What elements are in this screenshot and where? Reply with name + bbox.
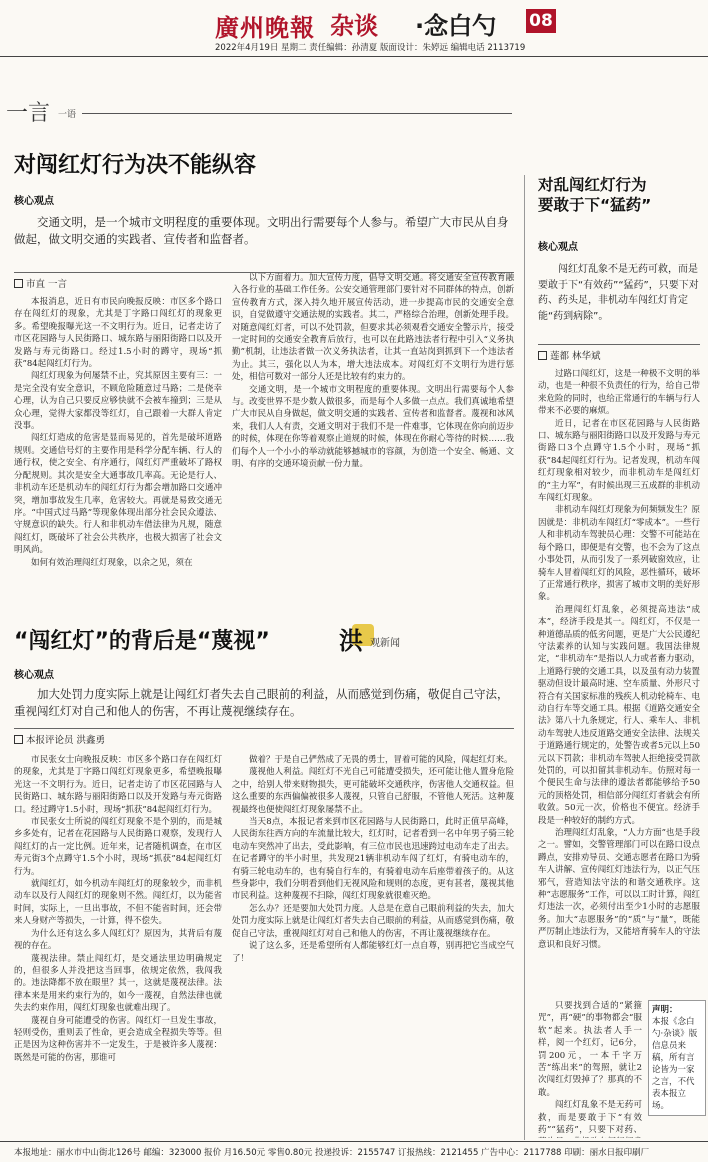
article1-paragraph: 交通文明，是一个城市文明程度的重要体现。文明出行需要每个人参与。改变世界不是少数人做很多，而是每个人多做一点点。我们真诚地希望广大市民从自身做起，做文明交通的实践者、宣传者和监督者。蔑视和冰风来，我们人人有责，交通文明对于我们不是一件难事，它体现在你向前迈步的时候，体现在你等着观察止道规的时候，体现在你耐心等待的时候……我们每个人一个小小的举动就能够撼城市的容颜，为创造一个安全、畅通、文明、有序的交通环境贡献一份力量。 bbox=[232, 384, 514, 470]
footer-info: 本报地址：丽水市中山街北126号 邮编：323000 报价 月16.50元 零售0.80元 投递投诉：2155747 订报热线：2121455 广告中心：2117788 印刷：丽水日报印刷厂 bbox=[14, 1148, 650, 1158]
page-number: 08 bbox=[526, 9, 556, 33]
article2-core-label: 核心观点 bbox=[14, 670, 54, 681]
article1-paragraph: 以下方面着力。加大宣传力度，倡导文明交通。将交通安全宣传教育融入各行业的基础工作任务。公安交通管理部门要针对不同群体的特点，创新宣传教育方式，深入持久地开展宣传活动，进一步提高市民的交通安全意识，自觉做遵守交通法规的实践者。其二，严格综合治理，创新处理手段。对随意闯红灯者，可以不处罚款，但要求其必须观看交通安全警示片，接受一定时间的交通安全教育后放行，也可以在此路违法者行程中引入“义务执勤”机制，让违法者做一次义务执法者，让其一直站岗到抓到下一个违法者为止。其三，强化以人为本，增大违法成本。对闯红灯不文明行为进行惩处，相信可数对一部分人还是比较有约束力的。 bbox=[232, 273, 514, 383]
article2-paragraph: 蔑视他人利益。闯红灯不光自己可能遭受损失，还可能让他人置身危险之中，给别人带来财物损失，更可能破坏交通秩序，伤害他人交通权益。但这么重要的东西偏偏被很多人蔑视，只管自己舒服，不管他人死活。这种蔑视最终也便使闯红灯现象屡禁不止。 bbox=[232, 767, 514, 815]
article3-title bbox=[538, 175, 651, 215]
article3-body bbox=[538, 368, 700, 994]
article2-byline-text: 本报评论员 洪鑫勇 bbox=[26, 735, 106, 746]
article3-byline-rule bbox=[538, 344, 700, 345]
article2-paragraph: 蔑视自身可能遭受的伤害。闯红灯一旦发生事故，轻则受伤，重则丢了性命，更会造成全程损失等等。但正是因为这种伤害并不一定发生，于是被许多人蔑视：既然是可能的伤害，那谁可 bbox=[14, 1015, 222, 1063]
article2-column2 bbox=[232, 754, 514, 1138]
article2-paragraph: 说了这么多，还是希望所有人都能够红灯一点自尊，别再把它当成空气了！ bbox=[232, 941, 514, 964]
article1-core-label: 核心观点 bbox=[14, 196, 54, 207]
article3-title-line2: 要敢于下“猛药” bbox=[538, 196, 652, 214]
footer-rule bbox=[0, 1141, 708, 1142]
article2-tag bbox=[339, 621, 363, 656]
article1-byline bbox=[14, 276, 67, 290]
article3-paragraph: 非机动车闯红灯现象为何频频发生？原因就是：非机动车闯红灯“零成本”。一些行人和非机动车驾驶员心理：交警不可能站在每个路口，即便是有交警，也不会为了这点小事处罚，从而引发了一系列破窗效应，让骑车人冒着闯红灯的风险，恶性循环，破坏了正常通行秩序，损害了城市文明的美好形象。 bbox=[538, 505, 700, 603]
article2-byline-rule bbox=[14, 728, 514, 729]
article2-byline bbox=[14, 732, 105, 746]
article2-paragraph: 为什么还有这么多人闯红灯？原因为，其背后有蔑视的存在。 bbox=[14, 928, 222, 952]
article2-paragraph: 市民张女士向晚报反映：市区多个路口存在闯红灯的现象，尤其是丁字路口闯红灯现象更多，希望晚报曝光这一不文明行为。近日，记者走访了市区花园路与人民街路口、城东路与丽阳街路口以及开发路与寿元街路口。经过蹲守1.5小时，现场“抓获”84起闯红灯行为。 bbox=[14, 755, 222, 815]
article2-core-text: 加大处罚力度实际上就是让闯红灯者失去自己眼前的利益，从而感觉到伤痛，敬促自己守法，重视闯红灯对自己和他人的伤害，不再让蔑视继续存在。 bbox=[14, 687, 509, 718]
masthead bbox=[0, 0, 708, 60]
issue-info: 2022年4月19日 星期二 责任编辑：孙清夏 版面设计：朱婷远 编辑电话 2113719 bbox=[215, 43, 526, 53]
column-separator bbox=[524, 175, 525, 1140]
article3-core-label: 核心观点 bbox=[538, 242, 578, 253]
article2-paragraph: 就闯红灯，如今机动车闯红灯的现象较少，而非机动车以及行人闯红灯的现象则不然。闯红灯，以为能省时间，实际上，一旦出事故，不但不能省时间，还会带来人身财产等损失，一计算，得不偿失。 bbox=[14, 879, 222, 927]
article1-paragraph: 闯红灯现象为何屡禁不止，究其原因主要有三：一是完全没有安全意识，不顾危险随意过马路；二是侥幸心理，认为自己只要反应够快就不会被车撞到；三是从众心理，觉得大家都没等红灯，自己跟着一大群人肯定没事。 bbox=[14, 371, 222, 432]
column-name: ·念白勺 bbox=[415, 12, 497, 40]
article3-title-line1: 对乱闯红灯行为 bbox=[538, 176, 647, 194]
article2-paragraph: 做着？于是自己俨然成了无畏的勇士，冒着可能的风险，闯起红灯来。 bbox=[249, 755, 513, 765]
article3-paragraph: 闯红灯乱象不是无药可救，而是要敢于下“有效药”“猛药”，只要下对药、 bbox=[538, 1100, 642, 1136]
article1-paragraph: 如何有效治理闯红灯现象，以余之见，须在 bbox=[31, 557, 193, 568]
article3-paragraph: 治理闯红灯乱象，“人力方面”也是手段之一。譬如，交警管理部门可以在路口设点蹲点，安排劝导员、交通志愿者在路口为骑车人讲解、宣传闯红灯违法行为，以正气压邪气，营造知法守法的和谐交通秩序。这种“志愿服务”工作，可以以工时计算，闯红灯违法一次，必须付出至少1小时的志愿服务。加大“志愿服务”的“质”与“量”，既能严厉制止违法行为，又能培育骑车人的守法意识和良好习惯。 bbox=[538, 828, 700, 950]
article1-core-text: 交通文明，是一个城市文明程度的重要体现。文明出行需要每个人参与。希望广大市民从自身做起，做文明交通的实践者、宣传者和监督者。 bbox=[14, 215, 509, 246]
article3-byline-text: 莲都 林华斌 bbox=[550, 351, 601, 362]
article3-core-text: 闯红灯乱象不是无药可救，而是要敢于下“有效药”“猛药”，只要下对药、药头足，非机动车闯红灯肯定能“药到病除”。 bbox=[538, 264, 699, 322]
masthead-divider bbox=[0, 56, 708, 57]
article2-tag-rest: 观新闻 bbox=[370, 638, 400, 649]
section-name: 杂谈 bbox=[330, 12, 378, 40]
declaration-text: 本报《念白勺·杂谈》版信息员来稿，所有言论皆为一家之言，不代表本报立场。 bbox=[652, 1017, 698, 1111]
newspaper-logo: 廣州晚報 bbox=[215, 13, 315, 42]
article2-paragraph: 蔑视法律。禁止闯红灯，是交通法里边明确规定的，但很多人并没把这当回事，依规定依然，我闯我的。违法降都不放在眼里？其一，这就是蔑视法律。法律本来是用来约束行为的，如今一蔑视，自然法律也就失去约束作用，闯红灯现象也就难出现了。 bbox=[14, 953, 222, 1014]
article1-paragraph: 本报消息，近日有市民向晚报反映：市区多个路口存在闯红灯的现象，尤其是丁字路口闯红灯的现象更多。希望晚报曝光这一不文明行为。近日，记者走访了市区花园路与人民街路口、城东路与丽阳街路口以及开发路与寿元街路口。经过1.5小时的蹲守，现场“抓获”84起闯红灯行为。 bbox=[14, 297, 222, 370]
article3-body-tail bbox=[538, 1000, 642, 1138]
article1-title: 对闯红灯行为决不能纵容 bbox=[14, 153, 257, 178]
column-label-yi: 一言 bbox=[6, 101, 51, 126]
article3-byline bbox=[538, 348, 601, 362]
article1-paragraph: 闯红灯造成的危害是显而易见的，首先是破坏道路规则。交通信号灯的主要作用是科学分配车辆、行人的通行权，使之安全、有序通行，闯红灯严重破坏了路权分配规则。其次是安全大通事故几率高。无论是行人、非机动车还是机动车的闯红灯行为都会增加路口交通冲突，增加事故发生几率，危害较大。再就是易致交通无序。“中国式过马路”等现象体现出部分社会民众遵法、守规意识的缺失。行人和非机动车借法律为凡规，随意闯红灯，既破坏了社会公共秩序，也极大损害了社会文明风尚。 bbox=[14, 433, 222, 556]
article2-tag-char: 洪 bbox=[339, 627, 363, 655]
article1-column1 bbox=[14, 296, 222, 610]
declaration-box bbox=[648, 1000, 706, 1116]
article1-byline-text: 市直 一言 bbox=[26, 279, 68, 290]
article3-paragraph: 过路口闯红灯，这是一种极不文明的举动，也是一种很不负责任的行为，给自己带来危险的同时，也给正常通行的车辆与行人带来不必要的麻烦。 bbox=[538, 369, 700, 417]
article1-column2 bbox=[232, 272, 514, 610]
article2-title: “闯红灯”的背后是“蔑视” bbox=[14, 629, 270, 654]
column-label-rule bbox=[82, 113, 512, 114]
article3-paragraph: 近日，记者在市区花园路与人民街路口、城东路与丽阳街路口以及开发路与寿元街路口3个点蹲守1.5个小时，现场“抓获”84起闯红灯行为。记者发现，机动车闯红灯现象相对较少，而非机动车是闯红灯的“主力军”，有时候出现三五成群的非机动车闯红灯现象。 bbox=[538, 418, 700, 504]
article2-column1 bbox=[14, 754, 222, 1138]
article2-paragraph: 当天8点，本报记者来到市区花园路与人民街路口，此时正值早高峰，人民街东往西方向的车流量比较大，红灯时，记者看到一名中年男子骑三轮电动车突然冲了出去，受此影响，有三位市民也迅速跨过电动车走了出去。在记者蹲守的半小时里，共发现21辆非机动车闯了红灯，有骑电动车的，有骑三轮电动车的，也有骑自行车的，有骑着电动车后座带着孩子的。从这些身影中，我们分明看到他们无视风险和规则的态度，更有甚者，蔑视其他市民利益。这种蔑视不扫除，闯红灯现象就很难灭绝。 bbox=[232, 817, 514, 902]
declaration-title: 声明： bbox=[652, 1005, 678, 1015]
article3-paragraph: 治理闯红灯乱象，必须提高违法“成本”，经济手段是其一。闯红灯，不仅是一种道德品质的低劣问题，更是广大公民遵纪守法素养的认知与实践问题。我国法律规定，“非机动车”是指以人力或者畜力驱动，上道路行驶的交通工具，以及虽有动力装置驱动但设计最高时速、空车质量、外形尺寸符合有关国家标准的残疾人机动轮椅车、电动自行车等交通工具。根据《道路交通安全法》第八十九条规定，行人、乘车人、非机动车驾驶人违反道路交通安全法律、法规关于道路通行规定的，处警告或者5元以上50元以下罚款；非机动车驾驶人拒绝接受罚款处罚的，可以扣留其非机动车。仿照对每一个便民生命与法律的遵法者都能够给予50元的顶格处罚，相信部分闯红灯者就会有所收敛。50元一次，价格也不便宜。经济手段是一种较好的制约方式。 bbox=[538, 604, 700, 826]
article2-paragraph: 怎么办？还是要加大处罚力度。人总是在意自己眼前利益的失去，加大处罚力度实际上就是让闯红灯者失去自己眼前的利益，从而感觉到伤痛，敬促自己守法，重视闯红灯对自己和他人的伤害，不再让蔑视继续存在。 bbox=[232, 903, 514, 939]
article2-paragraph: 市民张女士所说的闯红灯现象不是个别的，而是城乡多处有，记者在花园路与人民街路口观察，发现行人闯红灯的占一定比例。近年来，记者随机调查，在市区寿元街3个点蹲守1.5个小时，现场“抓获”84起闯红灯行为。 bbox=[14, 817, 222, 877]
column-label-yu: 一语 bbox=[58, 110, 77, 120]
article3-paragraph: 只要找到合适的“紧箍咒”，再“硬”的事物都会“服软”起来。执法者人手一样，阅一个红灯，记6分，罚200元，一本千字万苦“练出来”的驾照，就让2次闯红灯毁掉了？那真的不敢。 bbox=[538, 1001, 642, 1098]
